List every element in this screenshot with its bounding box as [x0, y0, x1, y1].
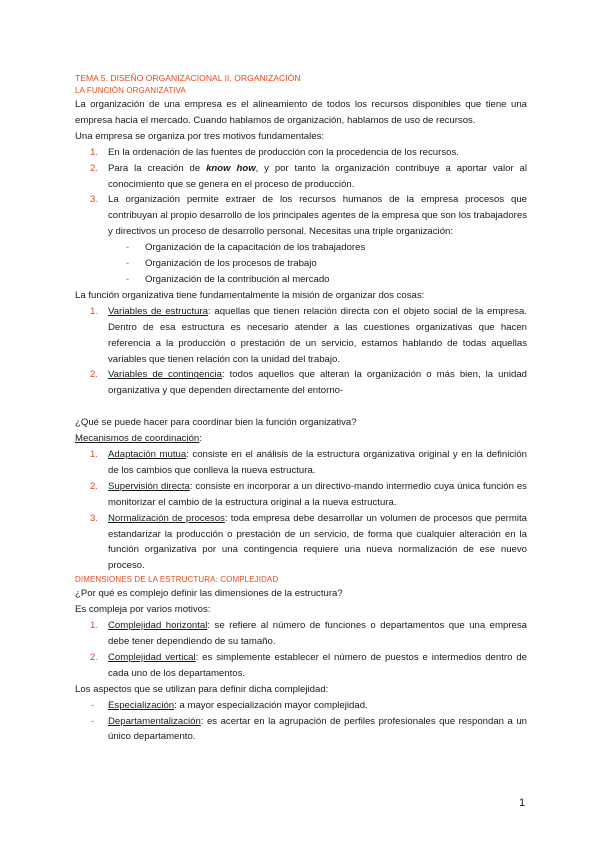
- triple-organizacion-list: [75, 240, 527, 288]
- page-number: 1: [519, 797, 526, 809]
- list-item: 3. La organización permite extraer de los recursos humanos de la empresa procesos que contribuyan al propio desarrollo de los principales agentes de la empresa que son los trabajadores y directivos un proceso de desarrollo personal. Necesitas una triple organización:: [90, 194, 527, 238]
- list-item: 2. Complejidad vertical: es simplemente establecer el número de puestos e intermedios dentro de cada uno de los departamentos.: [90, 651, 527, 679]
- complejidad-list: [75, 618, 527, 682]
- paragraph-funcion-mision: La función organizativa tiene fundamentalmente la misión de organizar dos cosas:: [75, 289, 425, 301]
- section-heading-funcion: LA FUNCIÓN ORGANIZATIVA: [75, 86, 186, 95]
- question-coordinar: ¿Qué se puede hacer para coordinar bien la función organizativa?: [75, 417, 357, 429]
- section-heading-dimensiones: DIMENSIONES DE LA ESTRUCTURA: COMPLEJIDAD: [75, 575, 279, 585]
- paragraph-motivos-intro: Una empresa se organiza por tres motivos fundamentales:: [75, 130, 325, 142]
- list-item: 2. Para la creación de know how, y por tanto la organización contribuye a aportar valor al conocimiento que se genera en el proceso de producción.: [90, 162, 527, 190]
- mecanismos-heading: Mecanismos de coordinación:: [75, 433, 202, 445]
- list-item: - Especialización: a mayor especialización mayor complejidad.: [91, 699, 368, 711]
- list-item: - Organización de la capacitación de los trabajadores: [126, 242, 366, 254]
- list-item: - Departamentalización: es acertar en la agrupación de perfiles profesionales que respondan a un único departamento.: [91, 715, 527, 743]
- list-item: 2. Variables de contingencia: todos aquellos que alteran la organización o más bien, la unidad organizativa y que dependen directamente del entorno-: [90, 369, 527, 397]
- list-item: 2. Supervisión directa: consiste en incorporar a un directivo-mando intermedio cuya única función es monitorizar el cambio de la estructura original a la nueva estructura.: [90, 480, 527, 508]
- paragraph-motivos-complejidad: Es compleja por varios motivos:: [75, 604, 211, 616]
- document-title: TEMA 5. DISEÑO ORGANIZACIONAL II. ORGANIZACIÓN: [75, 73, 301, 83]
- list-item: - Organización de la contribución al mercado: [126, 273, 330, 285]
- list-item: 1. En la ordenación de las fuentes de producción con la procedencia de los recursos.: [90, 146, 459, 158]
- question-complejo: ¿Por qué es complejo definir las dimensiones de la estructura?: [75, 588, 343, 600]
- list-item: 1. Variables de estructura: aquellas que tienen relación directa con el objeto social de la empresa. Dentro de esa estructura es necesario atender a las cuestiones organizativas que hacen referencia a la producción o prestación de un servicio, estamos hablando de todas aquellas variables que tienen relación con la unidad del trabajo.: [90, 305, 527, 365]
- aspectos-list: [75, 698, 527, 746]
- mecanismos-list: [75, 447, 527, 574]
- know-how-term: know how: [206, 162, 256, 174]
- variables-list: [75, 304, 527, 399]
- list-item: 3. Normalización de procesos: toda empresa debe desarrollar un volumen de procesos que permita estandarizar la producción o prestación de un servicio, de forma que cualquier alteración en la función organizativa por una contingencia requiere una nueva normalización de ese nuevo proceso.: [90, 512, 527, 572]
- list-item: 1. Complejidad horizontal: se refiere al número de funciones o departamentos que una empresa debe tener dependiendo de su tamaño.: [90, 620, 527, 647]
- list-item: 1. Adaptación mutua: consiste en el análisis de la estructura organizativa original y en la definición de los cambios que conlleva la nueva estructura.: [90, 449, 527, 476]
- list-item: - Organización de los procesos de trabajo: [126, 258, 317, 270]
- paragraph-aspectos: Los aspectos que se utilizan para definir dicha complejidad:: [75, 683, 329, 695]
- motivos-list: [75, 145, 527, 240]
- document-page: [75, 72, 527, 745]
- paragraph-definicion: La organización de una empresa es el alineamiento de todos los recursos disponibles que tiene una empresa hacia el mercado. Cuando hablamos de organización, hablamos de uso de recursos.: [75, 99, 527, 126]
